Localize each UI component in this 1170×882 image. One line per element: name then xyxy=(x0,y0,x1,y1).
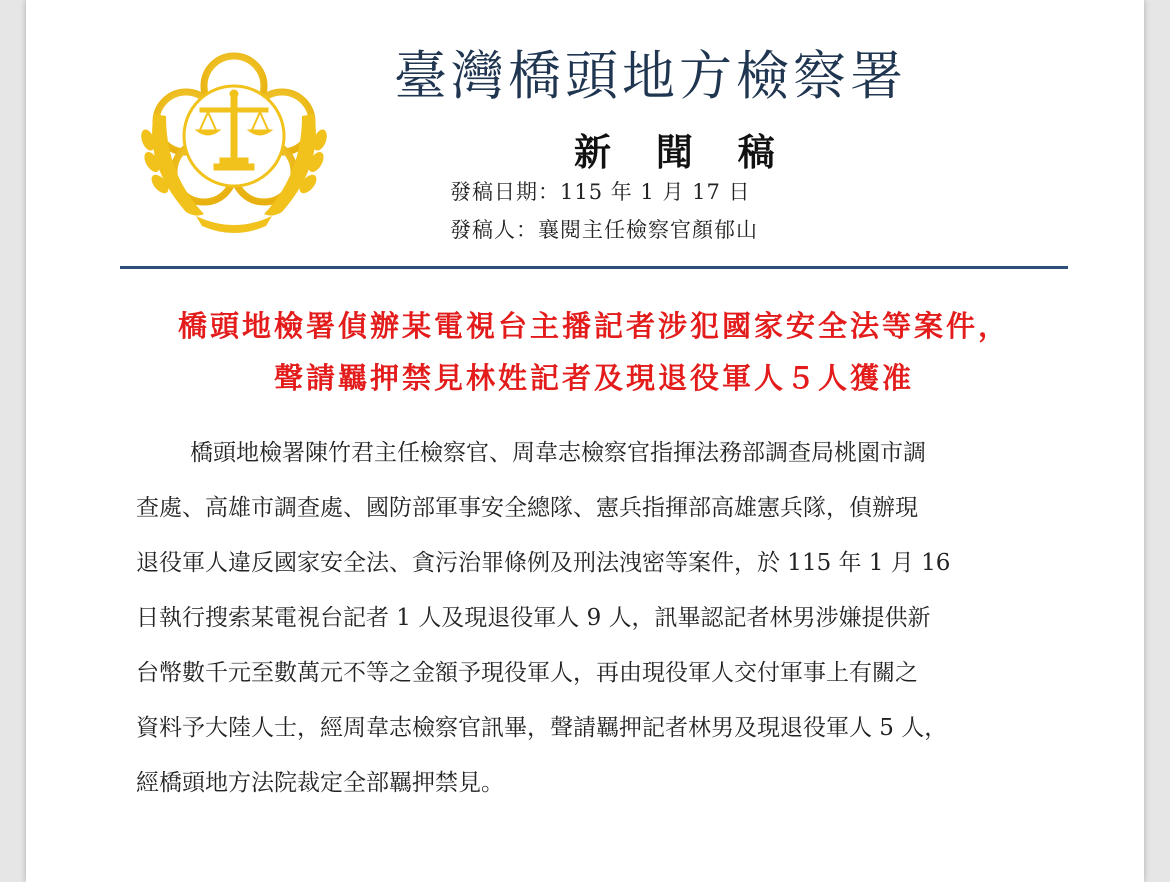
body-line: 日執行搜索某電視台記者 1 人及現退役軍人 9 人，訊畢認記者林男涉嫌提供新 xyxy=(136,605,931,631)
body-line: 台幣數千元至數萬元不等之金額予現役軍人，再由現役軍人交付軍事上有關之 xyxy=(136,660,918,686)
organization-title: 臺灣橋頭地方檢察署 xyxy=(394,46,907,107)
headline-line-1: 橋頭地檢署偵辦某電視台主播記者涉犯國家安全法等案件， xyxy=(177,309,1010,343)
press-release-page xyxy=(26,0,1144,882)
header-divider xyxy=(120,266,1068,269)
body-line: 查處、高雄市調查處、國防部軍事安全總隊、憲兵指揮部高雄憲兵隊，偵辦現 xyxy=(136,495,918,521)
release-date: 發稿日期：115 年 1 月 17 日 xyxy=(450,180,751,204)
document-type-heading: 新 聞 稿 xyxy=(574,130,791,174)
issuer-line: 發稿人：襄閱主任檢察官顏郁山 xyxy=(450,218,758,242)
body-line: 退役軍人違反國家安全法、貪污治罪條例及刑法洩密等案件，於 115 年 1 月 16 xyxy=(136,550,951,576)
prosecutors-office-emblem-icon xyxy=(126,44,342,240)
body-line: 經橋頭地方法院裁定全部羈押禁見。 xyxy=(136,770,504,796)
body-line: 橋頭地檢署陳竹君主任檢察官、周韋志檢察官指揮法務部調查局桃園市調 xyxy=(190,440,926,466)
headline-line-2: 聲請羈押禁見林姓記者及現退役軍人５人獲准 xyxy=(273,361,914,395)
body-line: 資料予大陸人士，經周韋志檢察官訊畢，聲請羈押記者林男及現退役軍人 5 人， xyxy=(136,715,948,741)
